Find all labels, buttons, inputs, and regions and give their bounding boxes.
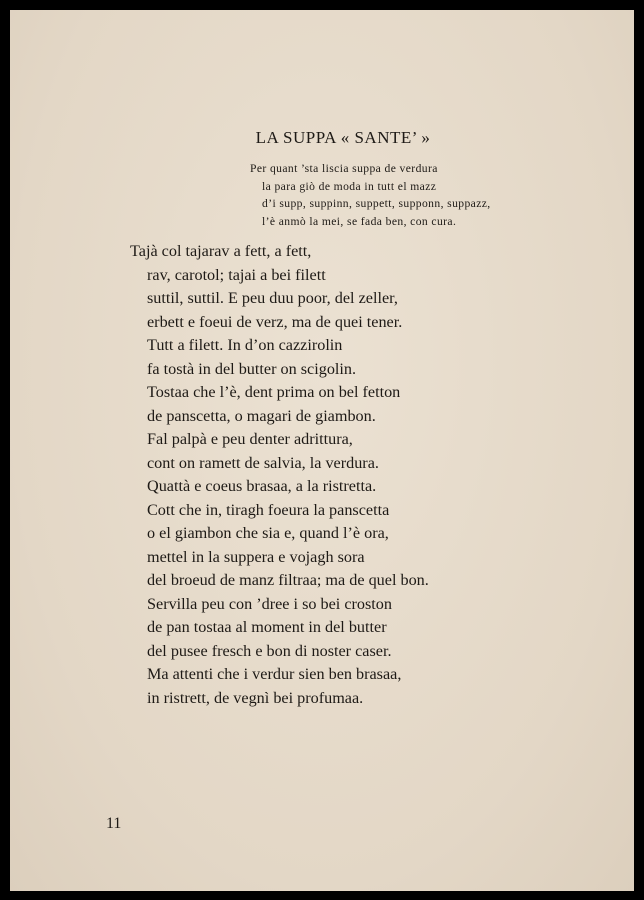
epigraph-line: d’i supp, suppinn, suppett, supponn, suppazz, [262,197,491,210]
book-page [10,10,634,891]
poem-line: erbett e foeui de verz, ma de quei tener. [147,312,403,331]
epigraph-line: l’è anmò la mei, se fada ben, con cura. [262,214,457,228]
poem-line: Tajà col tajarav a fett, a fett, [130,242,312,260]
poem-line: del broeud de manz filtraa; ma de quel bon. [147,571,429,589]
poem-line: Fal palpà e peu denter adrittura, [147,430,353,448]
poem-line: Cott che in, tiragh foeura la panscetta [147,500,390,519]
poem-line: de pan tostaa al moment in del butter [147,618,387,636]
poem-line: del pusee fresch e bon di noster caser. [147,641,392,660]
poem-line: Servilla peu con ’dree i so bei croston [147,594,392,613]
poem-line: o el giambon che sia e, quand l’è ora, [147,524,389,542]
poem-line: in ristrett, de vegnì bei profumaa. [147,688,364,707]
poem-line: de panscetta, o magari de giambon. [147,406,376,425]
poem-line: fa tostà in del butter on scigolin. [147,359,357,378]
epigraph-line: Per quant ’sta liscia suppa de verdura [250,162,438,175]
epigraph [250,160,550,230]
poem-line: cont on ramett de salvia, la verdura. [147,453,379,472]
epigraph-line: la para giò de moda in tutt el mazz [262,179,437,193]
poem-line: mettel in la suppera e vojagh sora [147,547,365,566]
poem-line: rav, carotol; tajai a bei filett [147,265,326,284]
poem-line: Ma attenti che i verdur sien ben brasaa, [147,665,402,683]
page-number: 11 [106,815,122,832]
poem-line: Quattà e coeus brasaa, a la ristretta. [147,477,377,495]
poem-line: Tostaa che l’è, dent prima on bel fetton [147,383,401,401]
poem-line: suttil, suttil. E peu duu poor, del zeller, [147,289,398,307]
poem-body [130,240,550,710]
poem-line: Tutt a filett. In d’on cazzirolin [147,336,343,354]
poem-title: LA SUPPA « SANTE’ » [255,128,431,147]
